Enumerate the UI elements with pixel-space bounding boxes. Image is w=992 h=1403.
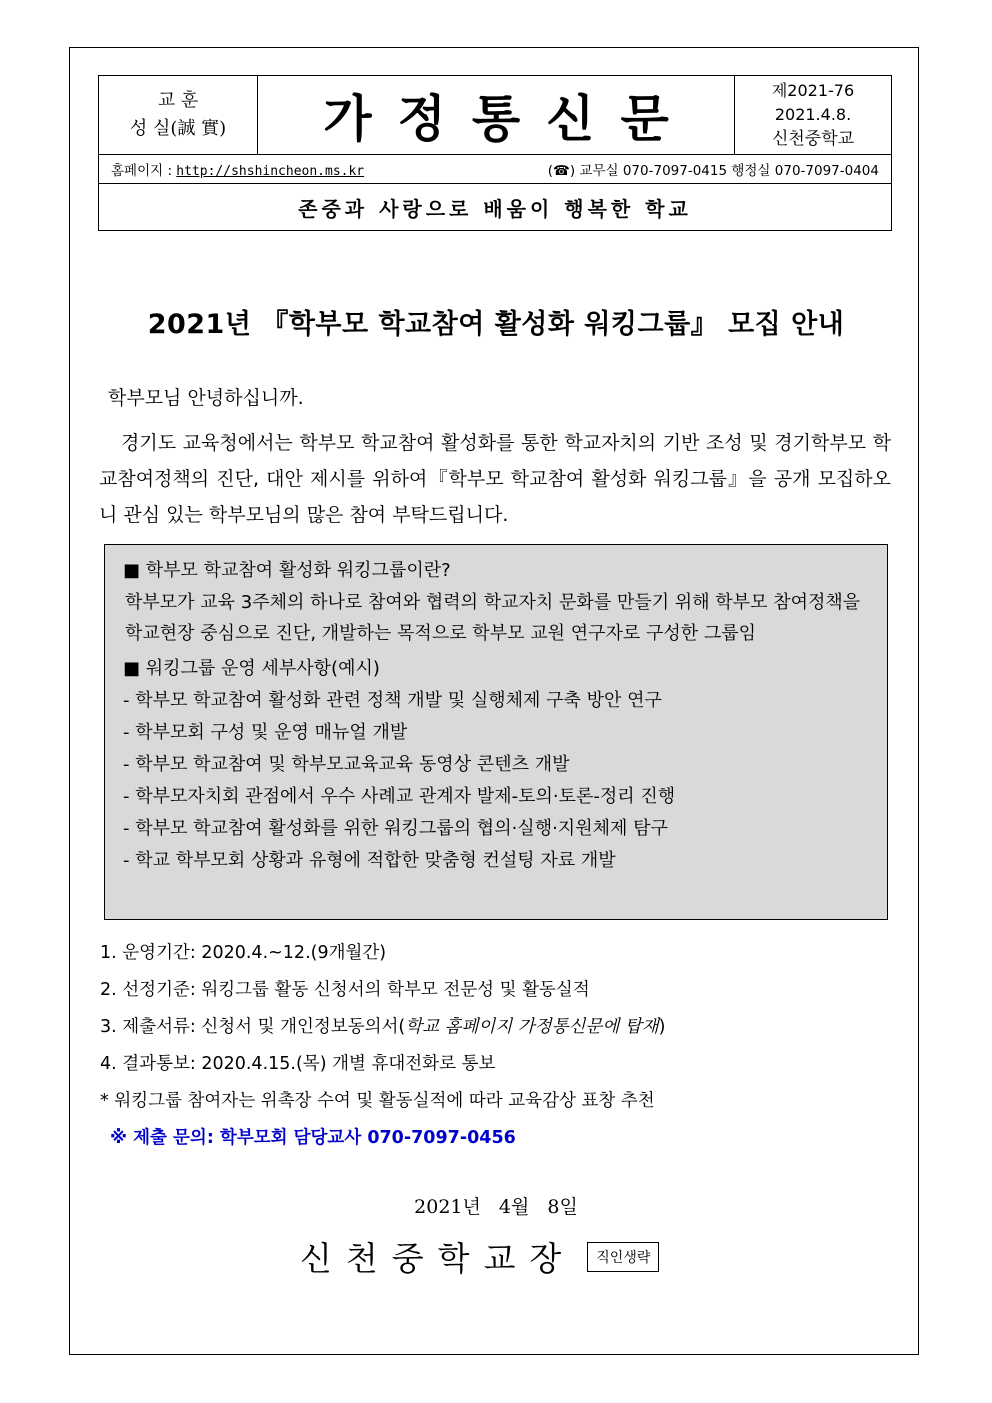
motto-text: 성 실(誠 實) [129,118,227,139]
documents-prefix: 3. 제출서류: 신청서 및 개인정보동의서( [100,1017,406,1037]
info-item-period: 1. 운영기간: 2020.4.~12.(9개월간) [100,943,387,963]
header-contact-row [99,155,891,184]
seal-omitted: 직인생략 [587,1242,659,1272]
documents-suffix: ) [658,1017,666,1037]
info-item-criteria: 2. 선정기준: 워킹그룹 활동 신청서의 학부모 전문성 및 활동실적 [100,980,590,1000]
info-item-documents [100,1009,665,1046]
detail-item: - 학부모자치회 관점에서 우수 사례교 관계자 발제-토의·토론-정리 진행 [123,786,676,807]
box-definition: 학부모가 교육 3주체의 하나로 참여와 협력의 학교자치 문화를 만들기 위해 학부모 참여정책을 학교현장 중심으로 진단, 개발하는 목적으로 학부모 교원 연구자로 구성한 그룹임 [125,592,861,644]
intro-paragraph: 경기도 교육청에서는 학부모 학교참여 활성화를 통한 학교자치의 기반 조성 및 경기학부모 학교참여정책의 진단, 대안 제시를 위하여『학부모 학교참여 활성화 워킹그룹』을 공개 모집하오니 관심 있는 학부모님의 많은 참여 부탁드립니다. [99,432,891,526]
box-heading-details: ■ 워킹그룹 운영 세부사항(예시) [123,658,380,679]
issue-school: 신천중학교 [771,129,855,149]
homepage [111,159,364,179]
award-note: * 워킹그룹 참여자는 위촉장 수여 및 활동실적에 따라 교육감상 표창 추천 [100,1091,655,1111]
issue-date: 2021.4.8. [774,105,852,124]
info-item-result: 4. 결과통보: 2020.4.15.(목) 개별 휴대전화로 통보 [100,1054,496,1074]
box-heading-definition: ■ 학부모 학교참여 활성화 워킹그룹이란? [123,560,451,581]
document-date: 2021년 4월 8일 [414,1196,578,1218]
detail-item: - 학부모 학교참여 활성화 관련 정책 개발 및 실행체제 구축 방안 연구 [123,690,662,711]
contact-info: ※ 제출 문의: 학부모회 담당교사 070-7097-0456 [110,1128,516,1148]
school-slogan: 존중과 사랑으로 배움이 행복한 학교 [298,196,692,221]
issue-info [734,76,891,154]
info-list [100,935,665,1157]
document-title: 2021년 『학부모 학교참여 활성화 워킹그룹』 모집 안내 [147,309,845,340]
issue-number: 제2021-76 [771,81,855,100]
phone-numbers: (☎) 교무실 070-7097-0415 행정실 070-7097-0404 [547,163,879,179]
homepage-label: 홈페이지 : [111,163,177,179]
motto-label: 교 훈 [157,90,199,111]
documents-location: 학교 홈페이지 가정통신문에 탑재 [405,1017,659,1037]
greeting: 학부모님 안녕하십니까. [108,387,304,409]
detail-item: - 학교 학부모회 상황과 유형에 적합한 맞춤형 컨설팅 자료 개발 [123,850,616,871]
signature [300,1233,659,1280]
homepage-link[interactable]: http://shshincheon.ms.kr [176,164,365,179]
newsletter-title: 가정통신문 [323,90,695,148]
school-motto [99,76,258,154]
header-top-row [99,76,891,155]
detail-item: - 학부모회 구성 및 운영 매뉴얼 개발 [123,722,408,743]
info-box [104,544,888,920]
detail-item: - 학부모 학교참여 및 학부모교육교육 동영상 콘텐츠 개발 [123,754,570,775]
detail-item: - 학부모 학교참여 활성화를 위한 워킹그룹의 협의·실행·지원체제 탐구 [123,818,668,839]
principal-title: 신천중학교장 [300,1239,576,1278]
newsletter-header [98,75,892,231]
